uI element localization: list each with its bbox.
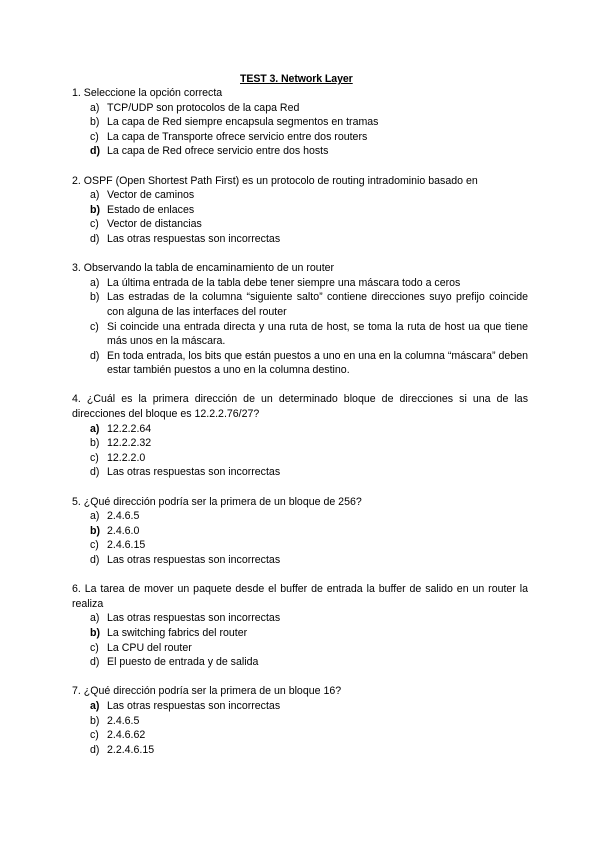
option-text: La capa de Red siempre encapsula segmentos en tramas bbox=[107, 116, 379, 129]
question-7 bbox=[72, 684, 528, 757]
answer-option bbox=[72, 699, 528, 714]
option-letter: c) bbox=[90, 218, 99, 231]
answer-option bbox=[72, 655, 528, 670]
answer-option bbox=[72, 188, 528, 203]
option-text: Las otras respuestas son incorrectas bbox=[107, 612, 281, 625]
option-letter: b) bbox=[90, 116, 100, 129]
option-text: Las otras respuestas son incorrectas bbox=[107, 554, 281, 566]
option-text: La switching fabrics del router bbox=[107, 626, 248, 639]
option-letter: b) bbox=[90, 437, 100, 450]
option-letter: b) bbox=[90, 291, 100, 304]
answer-option bbox=[72, 115, 528, 130]
option-letter: a) bbox=[90, 189, 100, 202]
option-letter: a) bbox=[90, 101, 100, 114]
question-text: 1. Seleccione la opción correcta bbox=[72, 87, 223, 99]
option-letter: d) bbox=[90, 349, 100, 362]
option-letter: d) bbox=[90, 232, 100, 245]
option-letter: c) bbox=[90, 539, 99, 552]
option-letter: b) bbox=[90, 714, 100, 727]
page-title: TEST 3. Network Layer bbox=[240, 73, 353, 85]
question-text: 6. La tarea de mover un paquete desde el buffer de entrada la buffer de salido en un router la realiza bbox=[72, 583, 528, 610]
answer-option bbox=[72, 465, 528, 480]
option-text: El puesto de entrada y de salida bbox=[107, 656, 259, 669]
answer-option bbox=[72, 290, 528, 319]
option-letter: c) bbox=[90, 641, 99, 654]
question-text: 2. OSPF (Open Shortest Path First) es un protocolo de routing intradominio basado en bbox=[72, 174, 478, 187]
answer-option bbox=[72, 349, 528, 378]
answer-option bbox=[72, 451, 528, 466]
option-text: Las otras respuestas son incorrectas bbox=[107, 466, 281, 479]
option-text: 2.4.6.5 bbox=[107, 714, 140, 727]
answer-option bbox=[72, 509, 528, 524]
option-text: 12.2.2.0 bbox=[107, 451, 146, 464]
answer-option bbox=[72, 130, 528, 145]
option-text: La capa de Transporte ofrece servicio entre dos routers bbox=[107, 130, 368, 143]
answer-option bbox=[72, 641, 528, 656]
option-letter: d) bbox=[90, 145, 100, 158]
question-5 bbox=[72, 495, 528, 568]
question-2 bbox=[72, 174, 528, 247]
option-letter: a) bbox=[90, 612, 100, 625]
question-list bbox=[72, 86, 528, 772]
answer-option bbox=[72, 728, 528, 743]
answer-option bbox=[72, 232, 528, 247]
question-6 bbox=[72, 582, 528, 670]
question-text: 3. Observando la tabla de encaminamiento de un router bbox=[72, 262, 335, 275]
answer-option bbox=[72, 217, 528, 232]
answer-option bbox=[72, 743, 528, 758]
option-text: Las otras respuestas son incorrectas bbox=[107, 232, 281, 245]
option-letter: a) bbox=[90, 422, 100, 435]
option-text: 2.4.6.62 bbox=[107, 729, 146, 742]
option-text: En toda entrada, los bits que están puestos a uno en una en la columna “máscara” deben estar también puestos a uno en la columna destino. bbox=[107, 349, 528, 377]
option-text: La CPU del router bbox=[107, 641, 192, 654]
answer-option bbox=[72, 538, 528, 553]
option-text: 2.4.6.5 bbox=[107, 510, 140, 523]
question-text: 5. ¿Qué dirección podría ser la primera de un bloque de 256? bbox=[72, 495, 362, 508]
answer-option bbox=[72, 320, 528, 349]
option-letter: c) bbox=[90, 130, 99, 143]
answer-option bbox=[72, 611, 528, 626]
question-4 bbox=[72, 392, 528, 480]
option-letter: d) bbox=[90, 554, 100, 566]
option-text: 2.4.6.15 bbox=[107, 539, 146, 552]
answer-option bbox=[72, 144, 528, 159]
option-text: 2.2.4.6.15 bbox=[107, 743, 155, 756]
question-text: 4. ¿Cuál es la primera dirección de un determinado bloque de direcciones si una de las direcciones del bloque es 12.2.2.76/27? bbox=[72, 393, 528, 421]
option-letter: c) bbox=[90, 451, 99, 464]
option-letter: a) bbox=[90, 510, 100, 523]
option-text: La capa de Red ofrece servicio entre dos hosts bbox=[107, 145, 329, 158]
question-text: 7. ¿Qué dirección podría ser la primera de un bloque 16? bbox=[72, 685, 342, 698]
option-letter: a) bbox=[90, 699, 100, 712]
option-text: Vector de distancias bbox=[107, 218, 202, 231]
option-text: Estado de enlaces bbox=[107, 203, 195, 216]
answer-option bbox=[72, 714, 528, 729]
option-text: 12.2.2.32 bbox=[107, 437, 152, 450]
option-letter: c) bbox=[90, 729, 99, 742]
option-letter: c) bbox=[90, 320, 99, 333]
answer-option bbox=[72, 422, 528, 437]
option-letter: d) bbox=[90, 466, 100, 479]
question-3 bbox=[72, 261, 528, 378]
question-1 bbox=[72, 86, 528, 159]
answer-option bbox=[72, 553, 528, 568]
answer-option bbox=[72, 626, 528, 641]
option-letter: d) bbox=[90, 743, 100, 756]
option-letter: d) bbox=[90, 656, 100, 669]
answer-option bbox=[72, 276, 528, 291]
option-text: Las otras respuestas son incorrectas bbox=[107, 699, 281, 712]
option-text: Vector de caminos bbox=[107, 189, 195, 202]
option-text: TCP/UDP son protocolos de la capa Red bbox=[107, 101, 300, 114]
answer-option bbox=[72, 436, 528, 451]
answer-option bbox=[72, 524, 528, 539]
option-text: La última entrada de la tabla debe tener siempre una máscara todo a ceros bbox=[107, 276, 461, 289]
option-text: 12.2.2.64 bbox=[107, 422, 152, 435]
answer-option bbox=[72, 203, 528, 218]
option-letter: b) bbox=[90, 203, 100, 216]
answer-option bbox=[72, 101, 528, 116]
option-text: 2.4.6.0 bbox=[107, 524, 140, 537]
option-letter: b) bbox=[90, 626, 100, 639]
option-letter: a) bbox=[90, 276, 100, 289]
option-letter: b) bbox=[90, 524, 100, 537]
option-text: Si coincide una entrada directa y una ruta de host, se toma la ruta de host ua que tiene más unos en la máscara. bbox=[107, 320, 528, 348]
option-text: Las estradas de la columna “siguiente salto” contiene direcciones suyo prefijo coincide con alguna de las interfaces del router bbox=[107, 291, 528, 318]
